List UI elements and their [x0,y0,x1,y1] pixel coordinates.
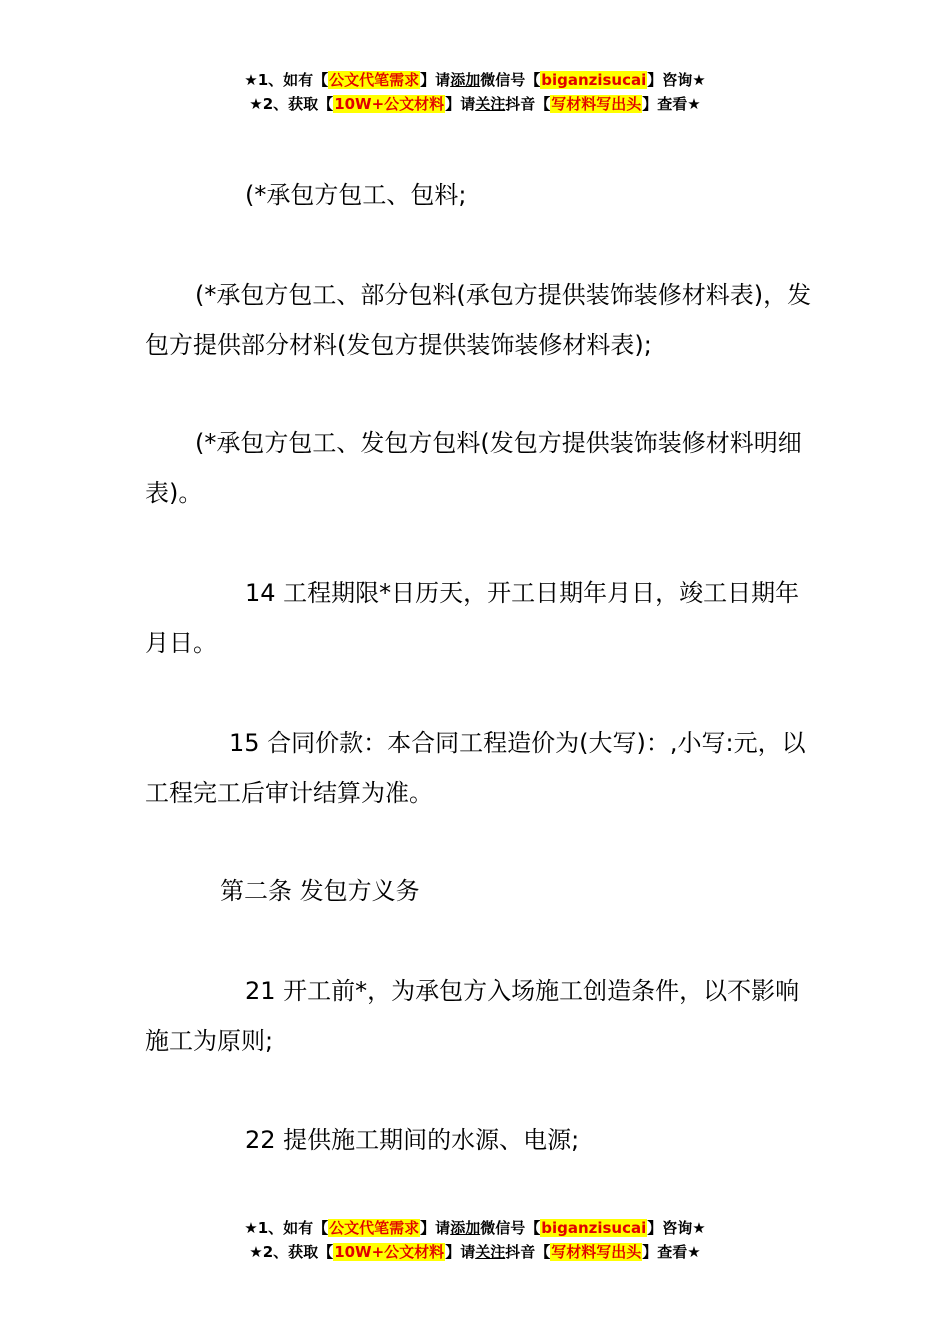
banner-text: ★1、如有【 [244,71,329,89]
banner-underline-text: 添加 [450,1219,481,1237]
banner-line-2 [0,1240,950,1264]
footer-banner [0,1216,950,1264]
banner-text: 微信号【 [480,1219,541,1237]
banner-highlight: 公文代笔需求 [329,1219,420,1237]
banner-text: 抖音【 [505,1243,551,1261]
paragraph: (*承包方包工、部分包料(承包方提供装饰装修材料表)，发包方提供部分材料(发包方提供装饰装修材料表); [145,281,812,359]
paragraph: (*承包方包工、发包方包料(发包方提供装饰装修材料明细表)。 [145,429,802,507]
banner-highlight: biganzisucai [541,71,647,89]
paragraph: 22 提供施工期间的水源、电源; [245,1126,580,1154]
banner-highlight: biganzisucai [541,1219,647,1237]
banner-highlight: 10W+公文材料 [334,1243,445,1261]
paragraph: 15 合同价款：本合同工程造价为(大写)：,小写:元，以工程完工后审计结算为准。 [145,729,806,807]
banner-text: 】查看★ [642,95,701,113]
banner-highlight: 公文代笔需求 [329,71,420,89]
banner-text: 】请 [420,1219,451,1237]
banner-text: 】查看★ [642,1243,701,1261]
banner-underline-text: 关注 [475,95,506,113]
banner-highlight: 写材料写出头 [551,95,642,113]
banner-highlight: 写材料写出头 [551,1243,642,1261]
paragraph: 21 开工前*，为承包方入场施工创造条件，以不影响施工为原则; [145,977,800,1055]
banner-text: ★2、获取【 [249,95,334,113]
banner-text: ★1、如有【 [244,1219,329,1237]
banner-highlight: 10W+公文材料 [334,95,445,113]
banner-text: 】请 [445,95,476,113]
banner-text: 】咨询★ [647,71,706,89]
banner-text: 】请 [420,71,451,89]
banner-text: 微信号【 [480,71,541,89]
banner-line-1 [0,1216,950,1240]
banner-underline-text: 添加 [450,71,481,89]
banner-text: 】请 [445,1243,476,1261]
banner-text: ★2、获取【 [249,1243,334,1261]
paragraph: 14 工程期限*日历天，开工日期年月日，竣工日期年月日。 [145,579,800,657]
banner-text: 】咨询★ [647,1219,706,1237]
banner-text: 抖音【 [505,95,551,113]
section-heading: 第二条 发包方义务 [220,877,420,905]
paragraph: (*承包方包工、包料; [245,181,467,209]
banner-underline-text: 关注 [475,1243,506,1261]
